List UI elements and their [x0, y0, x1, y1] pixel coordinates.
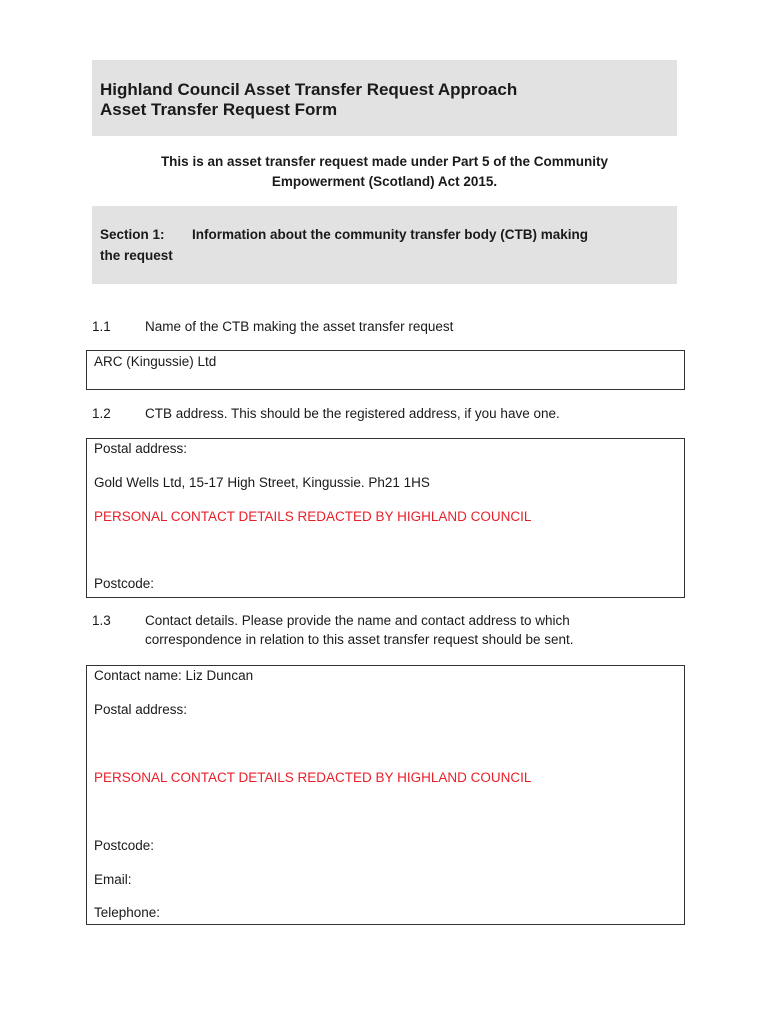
question-1-3 — [92, 611, 682, 649]
postcode-label: Postcode: — [94, 838, 155, 853]
question-number: 1.1 — [92, 319, 111, 334]
question-number: 1.2 — [92, 406, 111, 421]
section-1-header — [92, 206, 677, 284]
question-1-1 — [92, 317, 682, 336]
ctb-name-field[interactable] — [86, 350, 685, 390]
form-title-block — [92, 60, 677, 136]
question-text: Name of the CTB making the asset transfer request — [145, 319, 454, 334]
intro-line-2: Empowerment (Scotland) Act 2015. — [271, 174, 498, 189]
telephone-label: Telephone: — [94, 905, 161, 920]
section-title-part-1: Information about the community transfer body (CTB) making — [192, 227, 589, 242]
question-text-line-2: correspondence in relation to this asset transfer request should be sent. — [145, 632, 574, 647]
contact-details-field[interactable] — [86, 665, 685, 925]
form-subtitle: Asset Transfer Request Form — [100, 100, 338, 119]
intro-statement — [92, 152, 677, 192]
redaction-notice: PERSONAL CONTACT DETAILS REDACTED BY HIGHLAND COUNCIL — [94, 770, 532, 785]
form-title: Highland Council Asset Transfer Request Approach — [100, 80, 518, 99]
section-label: Section 1: — [100, 227, 165, 242]
ctb-address-field[interactable] — [86, 438, 685, 598]
email-label: Email: — [94, 872, 132, 887]
intro-line-1: This is an asset transfer request made under Part 5 of the Community — [160, 154, 609, 169]
redaction-notice: PERSONAL CONTACT DETAILS REDACTED BY HIGHLAND COUNCIL — [94, 509, 532, 524]
question-1-2 — [92, 404, 682, 423]
postal-address-value: Gold Wells Ltd, 15-17 High Street, Kingussie. Ph21 1HS — [94, 475, 430, 490]
question-text-line-1: Contact details. Please provide the name and contact address to which — [145, 613, 570, 628]
section-title-part-2: the request — [100, 248, 173, 263]
postcode-label: Postcode: — [94, 576, 155, 591]
question-number: 1.3 — [92, 613, 111, 628]
postal-address-label: Postal address: — [94, 441, 188, 456]
section-1-heading-line — [100, 224, 669, 245]
postal-address-label: Postal address: — [94, 702, 188, 717]
ctb-name-value: ARC (Kingussie) Ltd — [94, 354, 217, 369]
contact-name: Contact name: Liz Duncan — [94, 668, 254, 683]
question-text: CTB address. This should be the registered address, if you have one. — [145, 406, 560, 421]
